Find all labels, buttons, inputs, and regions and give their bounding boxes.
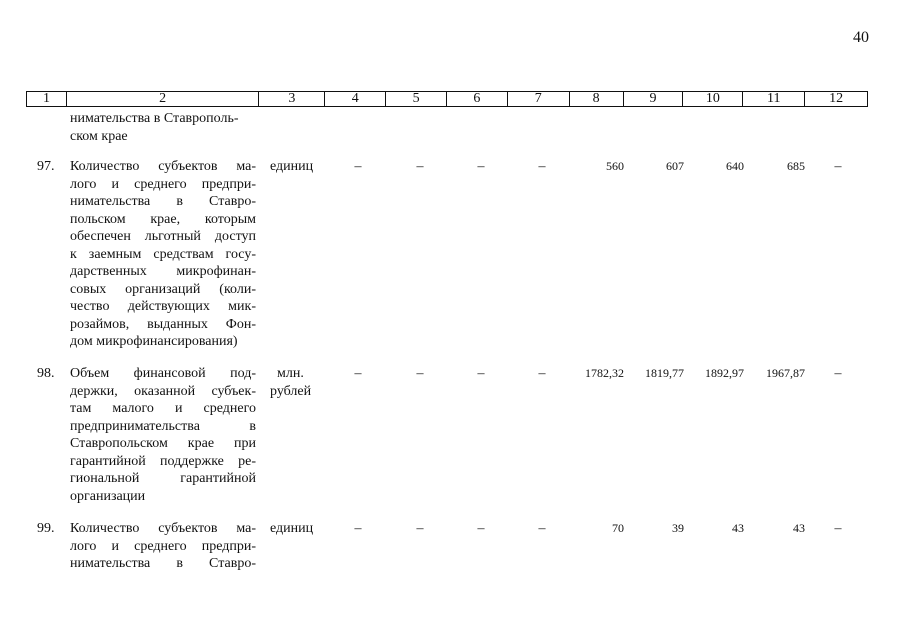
cell-col7: – xyxy=(538,521,546,536)
desc-line: нимательства в Ставро- xyxy=(70,194,256,209)
table-header xyxy=(26,91,868,107)
unit-line: единиц xyxy=(270,521,314,536)
desc-line: розаймов, выданных Фон- xyxy=(70,316,256,332)
cell-col11: 685 xyxy=(787,159,805,173)
col-header-12: 12 xyxy=(829,91,844,106)
row-unit xyxy=(270,365,312,400)
col-header-3: 3 xyxy=(259,92,325,106)
desc-line: организации xyxy=(70,488,146,504)
desc-line: польском крае, которым xyxy=(70,211,256,227)
desc-line: нимательства в Ставро- xyxy=(70,556,256,571)
cell-col10: 1892,97 xyxy=(705,366,744,380)
cell-col12: – xyxy=(834,159,842,174)
cell-col11: 1967,87 xyxy=(766,366,805,380)
row-unit xyxy=(270,520,313,538)
cell-col12: – xyxy=(834,366,842,381)
cell-col5: – xyxy=(416,159,424,174)
cell-col5: – xyxy=(416,366,424,381)
cell-col4: – xyxy=(354,159,362,174)
col-header-1: 1 xyxy=(27,92,67,106)
col-header-7: 7 xyxy=(508,92,570,106)
cell-col10: 640 xyxy=(726,159,744,173)
col-header-6: 6 xyxy=(447,92,508,106)
cell-col10: 43 xyxy=(732,521,744,535)
col-header-4: 4 xyxy=(325,92,386,106)
continuation-line: ском крае xyxy=(70,128,128,144)
col-header-5: 5 xyxy=(386,92,447,106)
desc-line: Количество субъектов ма- xyxy=(70,159,256,174)
continuation-line: нимательства в Ставрополь- xyxy=(70,111,239,126)
cell-col6: – xyxy=(477,159,485,174)
row-unit xyxy=(270,158,313,176)
continuation-text xyxy=(70,110,256,145)
cell-col9: 1819,77 xyxy=(645,366,684,380)
col-header-8: 8 xyxy=(570,92,624,106)
cell-col5: – xyxy=(416,521,424,536)
row-description xyxy=(70,365,256,505)
desc-line: Ставропольском крае при xyxy=(70,436,256,451)
row-number: 99. xyxy=(37,521,55,536)
col-header-2: 2 xyxy=(67,92,260,106)
cell-col4: – xyxy=(354,366,362,381)
cell-col12: – xyxy=(834,521,842,536)
col-header-10: 10 xyxy=(683,92,743,106)
col-header-9: 9 xyxy=(624,92,684,106)
col-header-11: 11 xyxy=(743,92,805,106)
row-number: 98. xyxy=(37,366,55,381)
cell-col6: – xyxy=(477,366,485,381)
desc-line: Количество субъектов ма- xyxy=(70,521,256,536)
desc-line: гарантийной поддержке ре- xyxy=(70,453,256,469)
page-number: 40 xyxy=(853,29,869,46)
cell-col9: 607 xyxy=(666,159,684,173)
unit-line: млн. xyxy=(277,366,304,381)
cell-col11: 43 xyxy=(793,521,805,535)
desc-line: обеспечен льготный доступ xyxy=(70,229,256,244)
desc-line: держки, оказанной субъек- xyxy=(70,383,256,399)
unit-line: единиц xyxy=(270,159,314,174)
desc-line: дом микрофинансирования) xyxy=(70,334,238,349)
cell-col6: – xyxy=(477,521,485,536)
desc-line: лого и среднего предпри- xyxy=(70,176,256,192)
desc-line: лого и среднего предпри- xyxy=(70,538,256,554)
unit-line: рублей xyxy=(270,383,312,399)
desc-line: предпринимательства в xyxy=(70,418,256,434)
desc-line: гиональной гарантийной xyxy=(70,471,256,486)
cell-col9: 39 xyxy=(672,521,684,535)
desc-line: Объем финансовой под- xyxy=(70,366,256,381)
desc-line: там малого и среднего xyxy=(70,401,256,416)
cell-col7: – xyxy=(538,366,546,381)
cell-col8: 560 xyxy=(606,159,624,173)
cell-col8: 70 xyxy=(612,521,624,535)
desc-line: дарственных микрофинан- xyxy=(70,264,256,279)
cell-col7: – xyxy=(538,159,546,174)
row-number: 97. xyxy=(37,159,55,174)
desc-line: чество действующих мик- xyxy=(70,299,256,314)
row-description xyxy=(70,520,256,573)
desc-line: совых организаций (коли- xyxy=(70,281,256,297)
cell-col4: – xyxy=(354,521,362,536)
desc-line: к заемным средствам госу- xyxy=(70,246,256,262)
cell-col8: 1782,32 xyxy=(585,366,624,380)
row-description xyxy=(70,158,256,351)
